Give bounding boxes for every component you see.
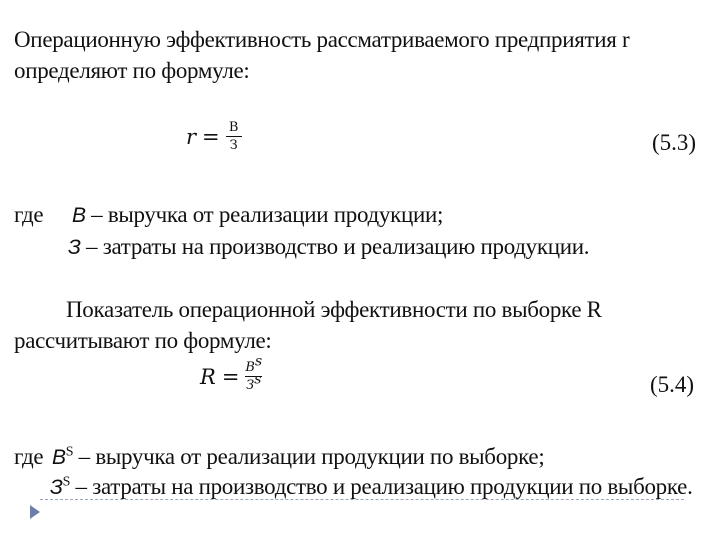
equation-number-5-3: (5.3) — [652, 130, 697, 155]
numerator: В — [228, 120, 239, 135]
definition-superscript: S — [65, 444, 74, 460]
equals-sign: = — [202, 124, 220, 149]
definition-symbol: З — [68, 236, 81, 259]
definition-line — [52, 444, 544, 470]
denominator-superscript: s — [254, 371, 262, 388]
where-label-1: где — [14, 202, 44, 227]
definition-text: – выручка от реализации продукции по выборке; — [78, 444, 545, 469]
equation-number-5-4: (5.4) — [650, 372, 695, 397]
definition-superscript: S — [62, 474, 71, 490]
formula-5-3 — [186, 120, 242, 153]
denominator: $З^s$ — [246, 371, 262, 393]
equals-sign: = — [221, 364, 240, 389]
numerator-superscript: s — [254, 353, 263, 370]
definition-symbol: З — [50, 476, 63, 499]
definition-line — [68, 234, 589, 260]
formula-lhs: r — [186, 124, 197, 149]
formula-5-4 — [200, 353, 263, 393]
paragraph-2: Показатель операционной эффективности по выборке R рассчитывают по формуле: — [14, 297, 602, 353]
triangle-marker-icon — [30, 505, 40, 519]
where-label-2: где — [14, 444, 44, 469]
denominator: З — [229, 138, 238, 153]
bottom-divider — [40, 499, 684, 500]
fraction-bar — [226, 136, 242, 137]
numerator: $В^s$ — [245, 353, 263, 375]
definition-symbol: В — [72, 204, 86, 227]
fraction — [245, 353, 263, 393]
paragraph-1: Операционную эффективность рассматриваемого предприятия r определяют по формуле: — [14, 27, 630, 83]
definition-text: – затраты на производство и реализацию продукции. — [86, 234, 590, 259]
definition-text: – затраты на производство и реализацию продукции по выборке. — [75, 474, 693, 499]
definition-text: – выручка от реализации продукции; — [91, 202, 444, 227]
fraction — [226, 120, 242, 153]
formula-lhs: R — [200, 364, 216, 389]
definition-line — [50, 474, 693, 500]
definition-symbol: В — [52, 446, 66, 469]
definition-line — [72, 202, 443, 228]
